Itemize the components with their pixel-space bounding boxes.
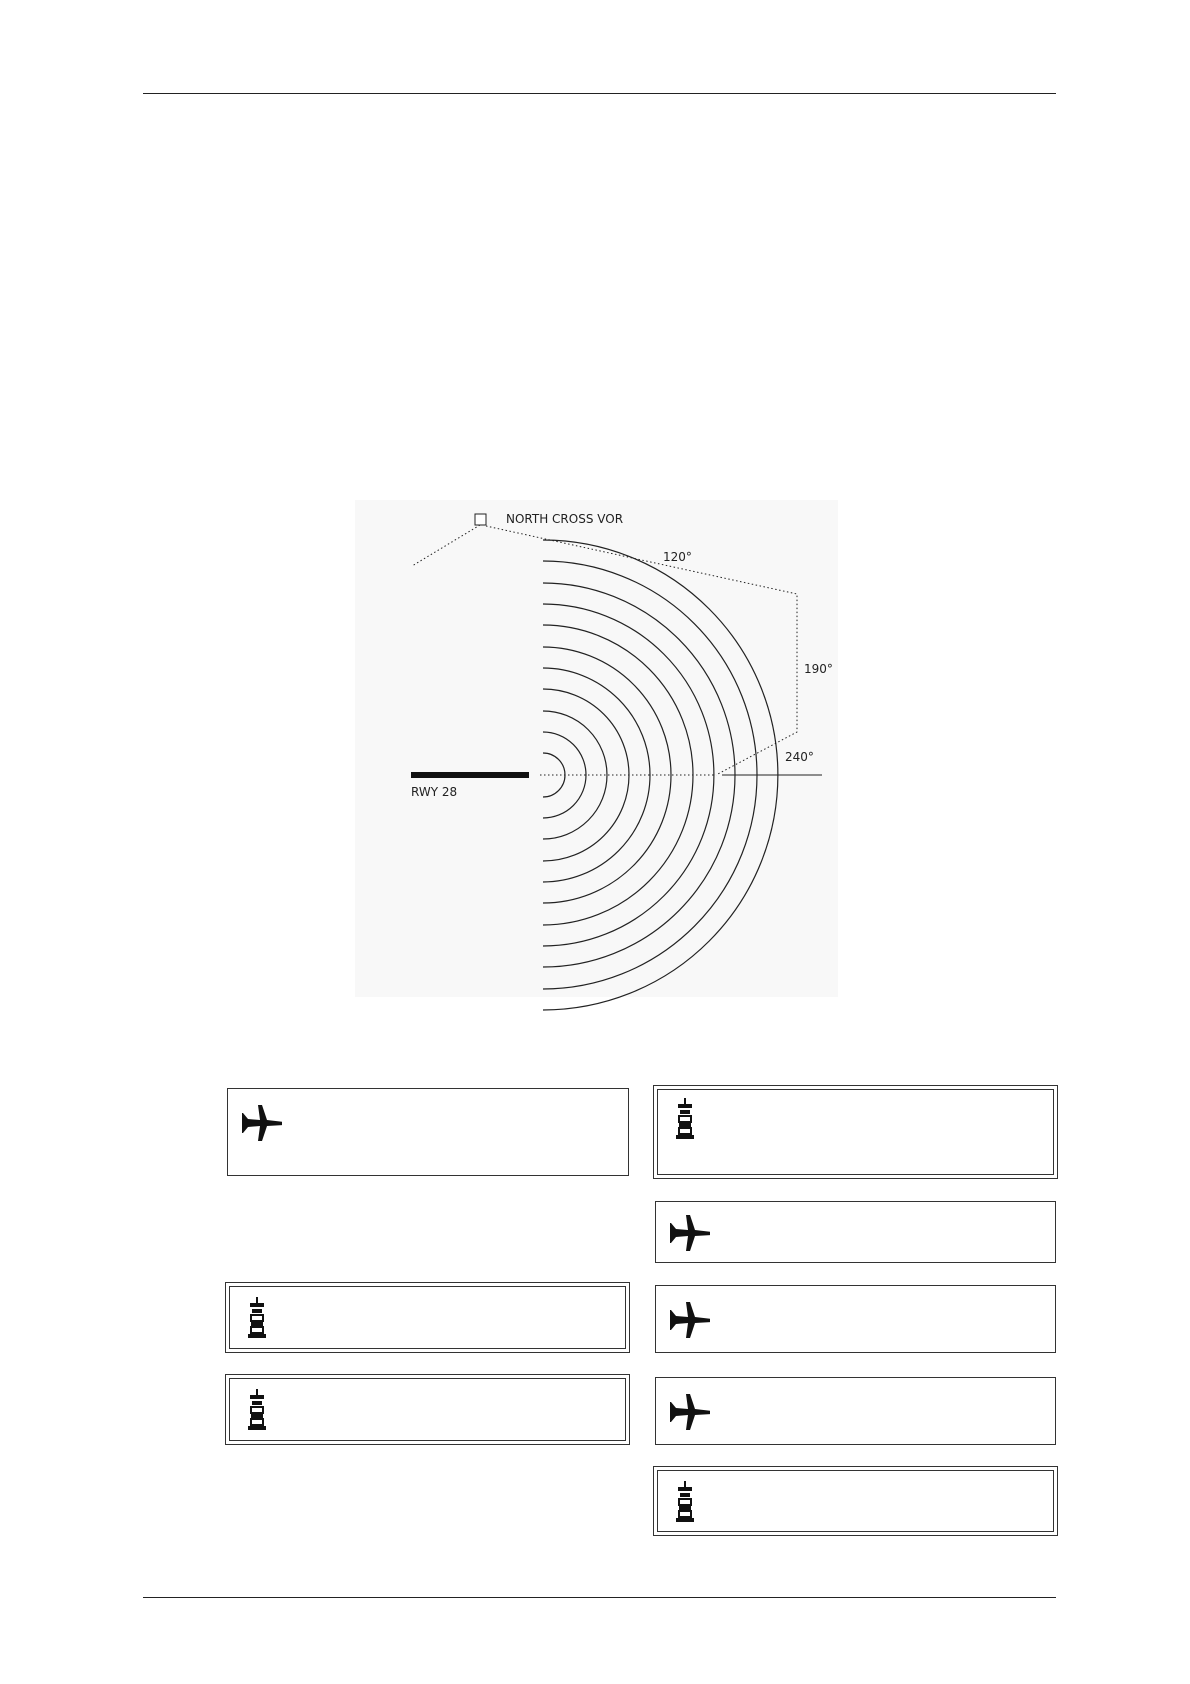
bearing-240-label: 240°	[785, 750, 814, 764]
aircraft-strip	[655, 1201, 1056, 1263]
aircraft-strip	[655, 1285, 1056, 1353]
control-tower-icon	[246, 1389, 268, 1435]
vor-radial-path	[486, 526, 797, 775]
bearing-190-label: 190°	[804, 662, 833, 676]
airplane-icon	[670, 1209, 710, 1261]
distance-arc-9	[543, 583, 735, 967]
control-tower-icon	[674, 1098, 696, 1144]
vor-label: NORTH CROSS VOR	[506, 512, 624, 526]
aircraft-strip	[655, 1377, 1056, 1445]
vor-radial-left	[412, 525, 480, 566]
runway-label: RWY 28	[411, 785, 458, 799]
tower-strip	[225, 1282, 630, 1353]
control-tower-icon	[246, 1297, 268, 1343]
tower-strip	[653, 1466, 1058, 1536]
vor-symbol	[475, 514, 486, 525]
tower-strip	[653, 1085, 1058, 1179]
airplane-icon	[670, 1388, 710, 1440]
aircraft-strip	[227, 1088, 629, 1176]
airplane-icon	[242, 1099, 282, 1151]
bearing-120-label: 120°	[663, 550, 692, 564]
distance-arc-1	[543, 753, 565, 797]
bottom-rule	[143, 1597, 1056, 1598]
control-tower-icon	[674, 1481, 696, 1527]
runway-28	[411, 772, 529, 778]
tower-strip	[225, 1374, 630, 1445]
airplane-icon	[670, 1296, 710, 1348]
